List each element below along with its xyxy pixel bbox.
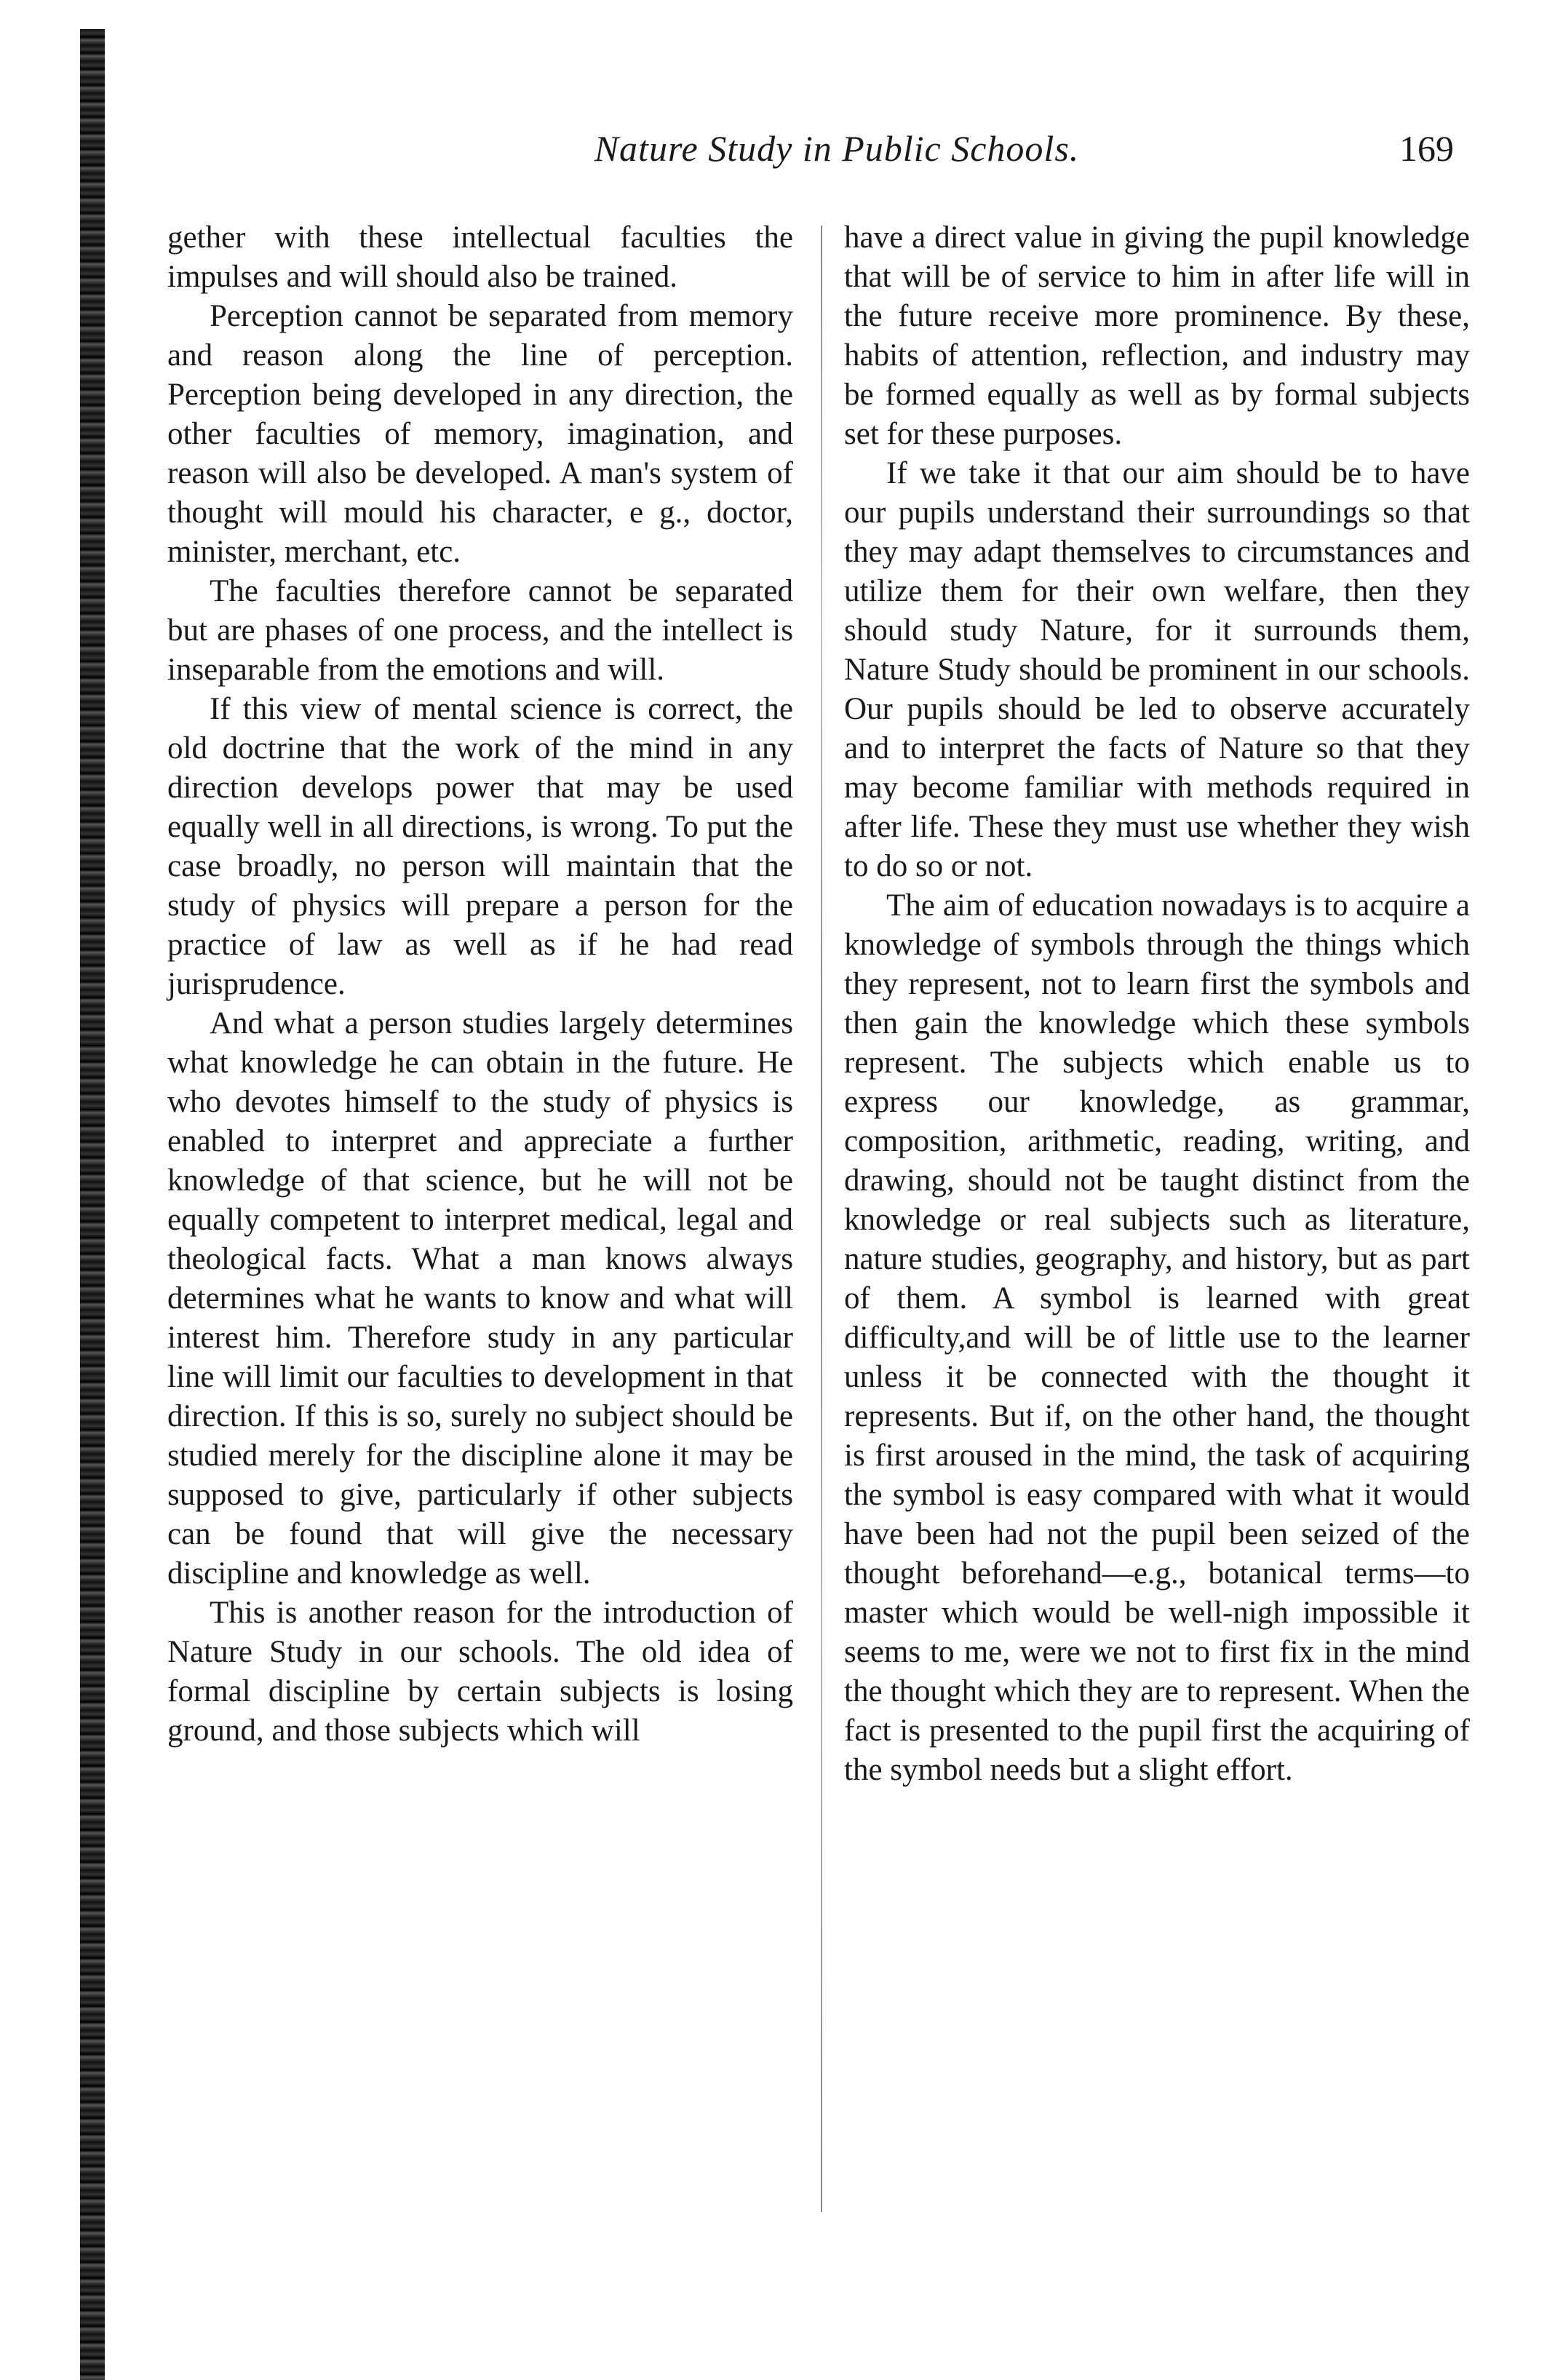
right-column xyxy=(844,218,1470,1790)
paragraph: gether with these intellectual faculties the impulses and will should also be trained. xyxy=(167,220,793,294)
left-column xyxy=(167,218,793,1751)
page-binding-edge xyxy=(80,29,105,2380)
paragraph: The faculties therefore cannot be separated but are phases of one process, and the intellect is inseparable from the emotions and will. xyxy=(167,574,793,687)
paragraph: This is another reason for the introduction of Nature Study in our schools. The old idea of formal discipline by certain subjects is losing ground, and those subjects which will xyxy=(167,1596,793,1748)
paragraph: If we take it that our aim should be to have our pupils understand their surroundings so that they may adapt themselves to circumstances and utilize them for their own welfare, then they should study Nature, for it surrounds them, Nature Study should be prominent in our schools. Our pupils should be led to observe accurately and to interpret the facts of Nature so that they may become familiar with methods required in after life. These they must use whether they wish to do so or not. xyxy=(844,456,1470,883)
running-title: Nature Study in Public Schools. xyxy=(594,128,1080,169)
paragraph: And what a person studies largely determines what knowledge he can obtain in the future. He who devotes himself to the study of physics is enabled to interpret and appreciate a further knowledge of that science, but he will not be equally competent to interpret medical, legal and theological facts. What a man knows always determines what he wants to know and what will interest him. Therefore study in any particular line will limit our faculties to development in that direction. If this is so, surely no subject should be studied merely for the discipline alone it may be supposed to give, particularly if other subjects can be found that will give the necessary discipline and knowledge as well. xyxy=(167,1006,793,1591)
page-number: 169 xyxy=(1399,128,1454,169)
paragraph: If this view of mental science is correct, the old doctrine that the work of the mind in any direction develops power that may be used equally well in all directions, is wrong. To put the case broadly, no person will maintain that the study of physics will prepare a person for the practice of law as well as if he had read jurisprudence. xyxy=(167,692,793,1001)
paragraph: Perception cannot be separated from memory and reason along the line of perception. Perception being developed in any direction, the other faculties of memory, imagination, and reason will also be developed. A man's system of thought will mould his character, e g., doctor, minister, merchant, etc. xyxy=(167,299,793,569)
paragraph: have a direct value in giving the pupil knowledge that will be of service to him in after life will in the future receive more prominence. By these, habits of attention, reflection, and industry may be formed equally as well as by formal subjects set for these purposes. xyxy=(844,220,1470,451)
column-divider xyxy=(821,226,822,2212)
paragraph: The aim of education nowadays is to acquire a knowledge of symbols through the things which they represent, not to learn first the symbols and then gain the knowledge which these symbols represent. The subjects which enable us to express our knowledge, as grammar, composition, arithmetic, reading, writing, and drawing, should not be taught distinct from the knowledge or real subjects such as literature, nature studies, geography, and history, but as part of them. A symbol is learned with great difficulty,and will be of little use to the learner unless it be connected with the thought it represents. But if, on the other hand, the thought is first aroused in the mind, the task of acquiring the symbol is easy compared with what it would have been had not the pupil been seized of the thought beforehand—e.g., botanical terms—to master which would be well-nigh impossible it seems to me, were we not to first fix in the mind the thought which they are to represent. When the fact is presented to the pupil first the acquiring of the symbol needs but a slight effort. xyxy=(844,888,1470,1787)
